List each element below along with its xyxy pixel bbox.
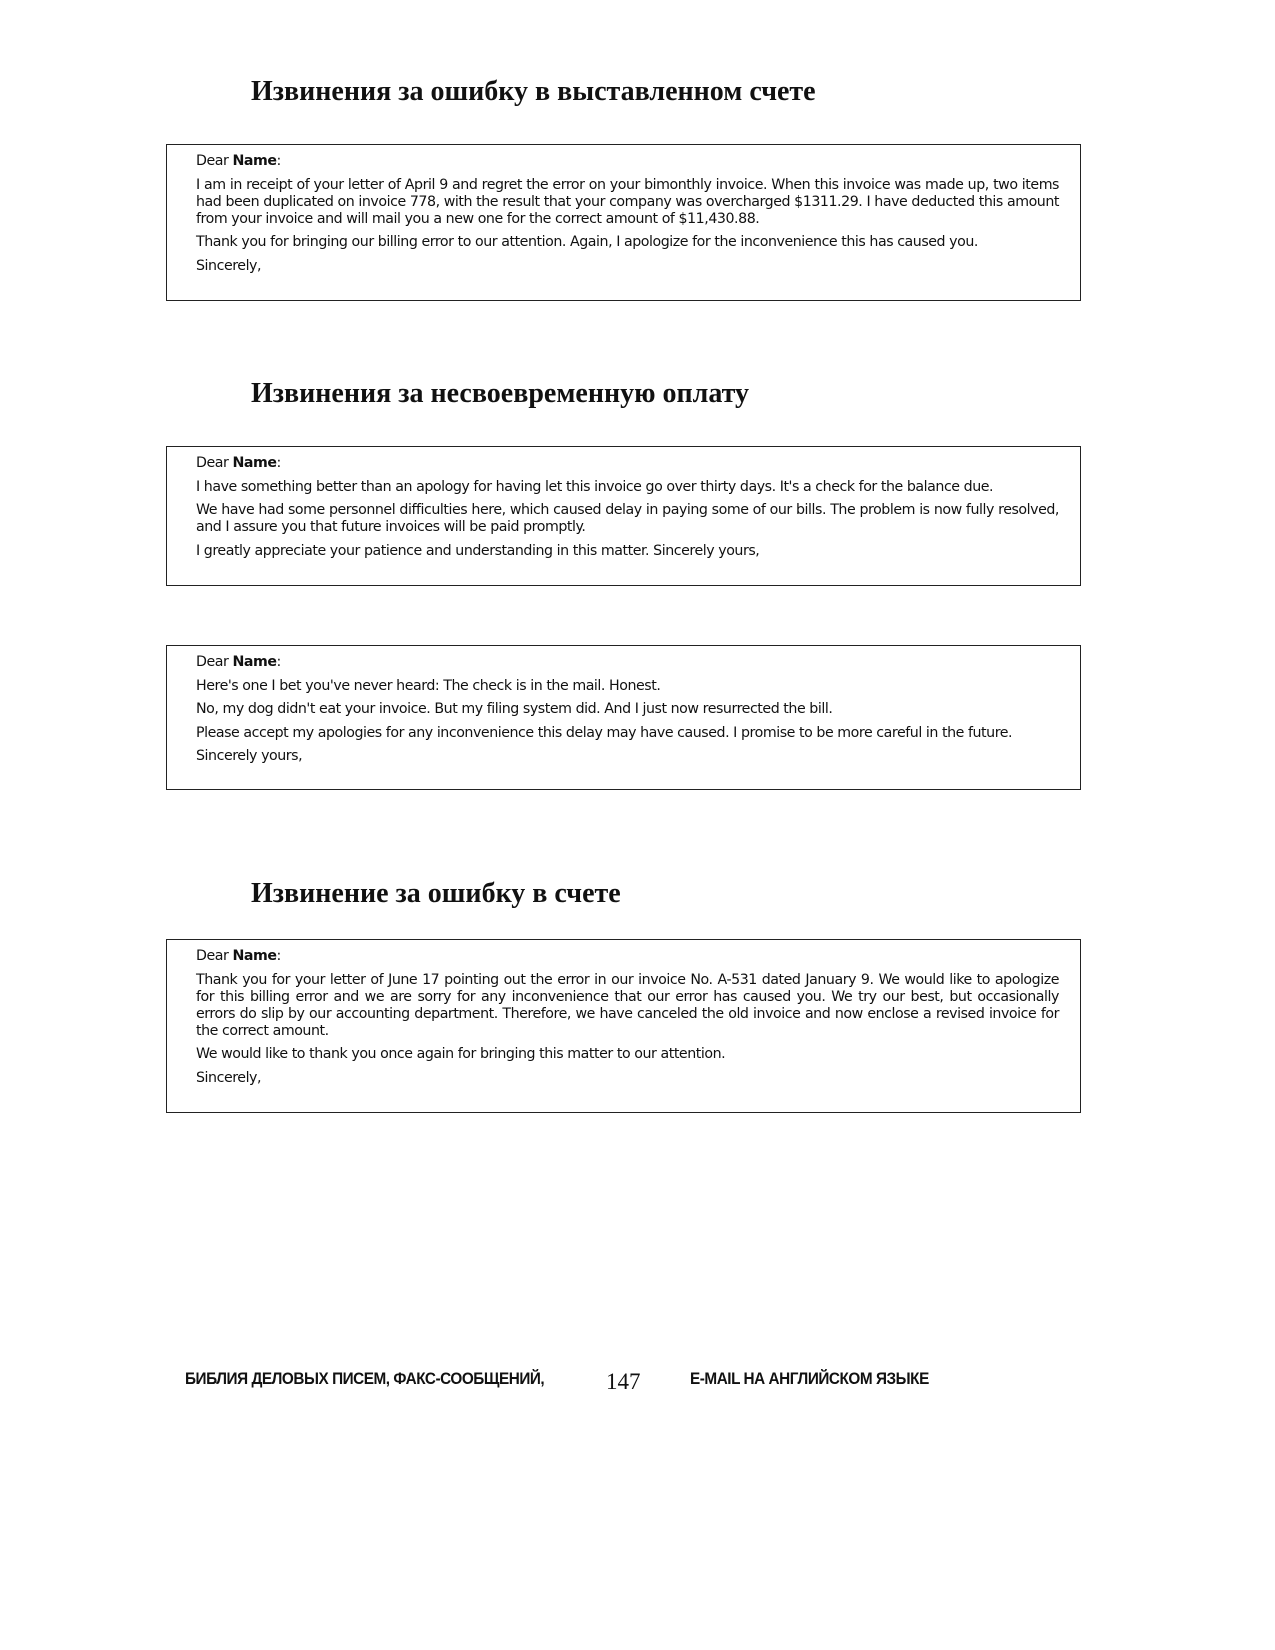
section-heading-late-payment: Извинения за несвоевременную оплату <box>251 378 749 409</box>
letter-paragraph: Please accept my apologies for any inconvenience this delay may have caused. I promise to be more careful in the future. <box>196 724 1013 741</box>
section-heading-bill-error: Извинение за ошибку в счете <box>251 878 621 909</box>
letter-paragraph: I am in receipt of your letter of April 9 and regret the error on your bimonthly invoice. When this invoice was made up, two items had been duplicated on invoice 778, with the result that your company was overcharged $1311.29. I have deducted this amount from your invoice and will mail you a new one for the correct amount of $11,430.88. <box>196 176 1059 227</box>
letter-paragraph: Thank you for bringing our billing error to our attention. Again, I apologize for the inconvenience this has caused you. <box>196 234 978 250</box>
recipient-name-placeholder: Name <box>232 654 277 670</box>
salutation: Dear Name: <box>196 455 281 471</box>
salutation: Dear Name: <box>196 153 281 169</box>
letter-closing: I greatly appreciate your patience and understanding in this matter. Sincerely yours, <box>196 542 760 559</box>
letter-closing: Sincerely, <box>196 1069 262 1086</box>
letter-box-bill-error <box>166 939 1081 1113</box>
letter-box-late-payment-1 <box>166 446 1081 586</box>
footer-book-title: БИБЛИЯ ДЕЛОВЫХ ПИСЕМ, ФАКС-СООБЩЕНИЙ, <box>185 1369 545 1388</box>
letter-closing: Sincerely, <box>196 257 262 274</box>
recipient-name-placeholder: Name <box>232 153 277 169</box>
letter-paragraph: I have something better than an apology for having let this invoice go over thirty days. It's a check for the balance due. <box>196 478 994 495</box>
section-heading-invoice-error: Извинения за ошибку в выставленном счете <box>251 76 816 107</box>
recipient-name-placeholder: Name <box>232 455 277 471</box>
letter-closing: Sincerely yours, <box>196 748 303 764</box>
letter-paragraph: We would like to thank you once again for bringing this matter to our attention. <box>196 1046 726 1062</box>
letter-paragraph: No, my dog didn't eat your invoice. But my filing system did. And I just now resurrected the bill. <box>196 701 833 717</box>
recipient-name-placeholder: Name <box>232 948 277 964</box>
footer-book-subtitle: E-MAIL НА АНГЛИЙСКОМ ЯЗЫКЕ <box>690 1369 929 1388</box>
letter-box-late-payment-2 <box>166 645 1081 790</box>
letter-box-invoice-error <box>166 144 1081 301</box>
letter-paragraph: Thank you for your letter of June 17 pointing out the error in our invoice No. A-531 dated January 9. We would like to apologize for this billing error and we are sorry for any inconvenience that our error has caused you. We try our best, but occasionally errors do slip by our accounting department. Therefore, we have canceled the old invoice and now enclose a revised invoice for the correct amount. <box>196 971 1059 1039</box>
letter-paragraph: We have had some personnel difficulties here, which caused delay in paying some of our bills. The problem is now fully resolved, and I assure you that future invoices will be paid promptly. <box>196 502 1059 535</box>
salutation: Dear Name: <box>196 948 281 964</box>
page-number: 147 <box>606 1369 641 1394</box>
salutation: Dear Name: <box>196 654 281 670</box>
letter-paragraph: Here's one I bet you've never heard: The check is in the mail. Honest. <box>196 677 661 694</box>
